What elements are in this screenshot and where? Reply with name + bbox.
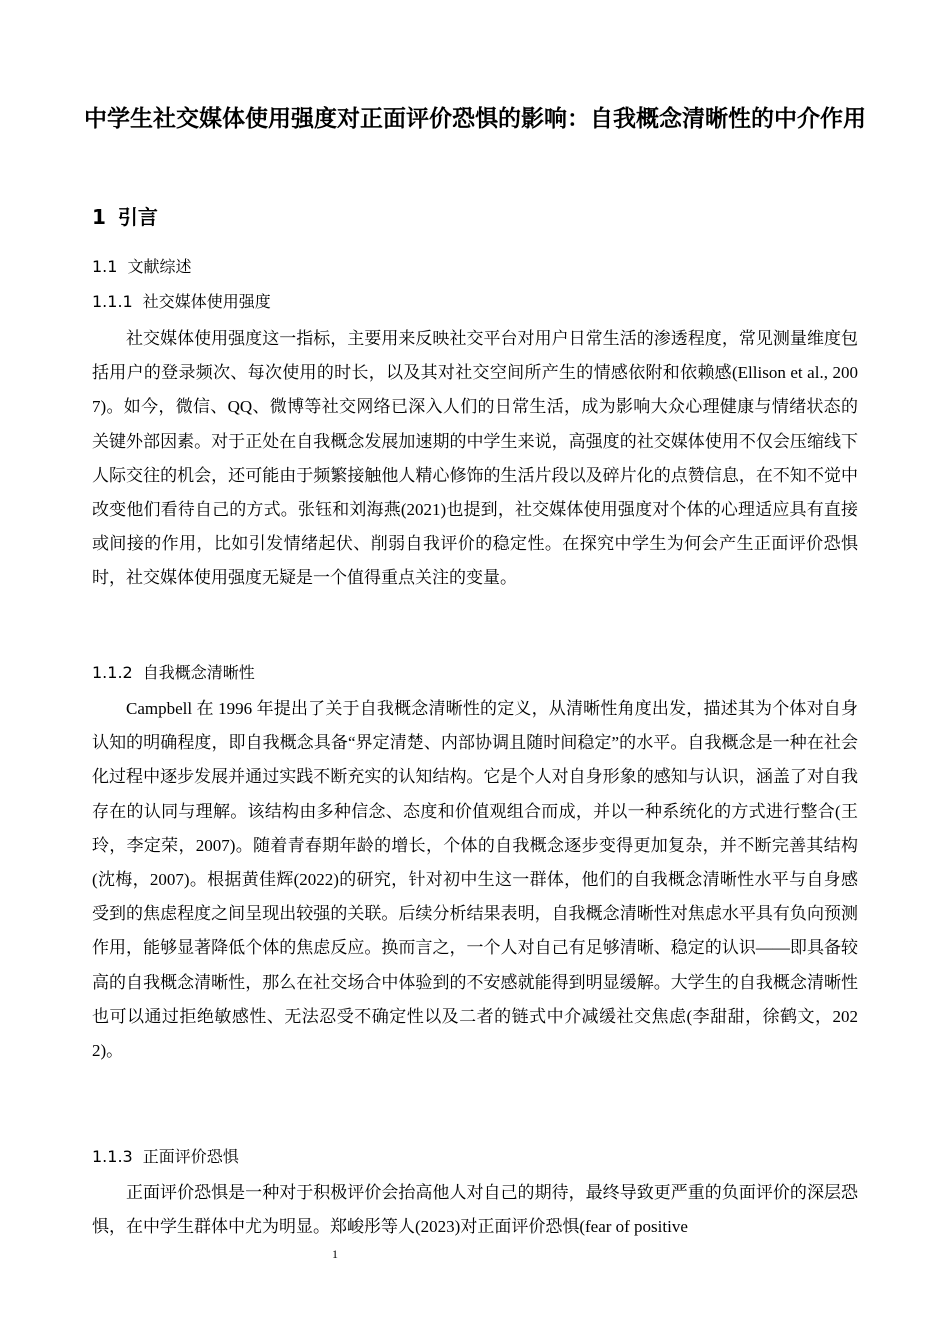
subsection-title: 自我概念清晰性 <box>142 663 255 682</box>
paragraph-social-media-intensity: 社交媒体使用强度这一指标，主要用来反映社交平台对用户日常生活的渗透程度，常见测量维度包括用户的登录频次、每次使用的时长，以及其对社交空间所产生的情感依附和依赖感(Ellison et al., 2007)。如今，微信、QQ、微博等社交网络已深入人们的日常生活，成为影响大众心理健康与情绪状态的关键外部因素。对于正处在自我概念发展加速期的中学生来说，高强度的社交媒体使用不仅会压缩线下人际交往的机会，还可能由于频繁接触他人精心修饰的生活片段以及碎片化的点赞信息，在不知不觉中改变他们看待自己的方式。张钰和刘海燕(2021)也提到，社交媒体使用强度对个体的心理适应具有直接或间接的作用，比如引发情绪起伏、削弱自我评价的稳定性。在探究中学生为何会产生正面评价恐惧时，社交媒体使用强度无疑是一个值得重点关注的变量。 <box>92 329 858 588</box>
subsection-heading-1-1 <box>92 254 191 280</box>
section-title: 引言 <box>117 205 158 229</box>
section-number: 1 <box>92 205 106 229</box>
subsection-number: 1.1.1 <box>92 292 133 311</box>
subsection-title: 文献综述 <box>127 257 192 276</box>
subsection-number: 1.1.3 <box>92 1147 133 1166</box>
subsection-number: 1.1 <box>92 257 118 276</box>
document-title: 中学生社交媒体使用强度对正面评价恐惧的影响：自我概念清晰性的中介作用 <box>84 106 866 132</box>
subsection-title: 社交媒体使用强度 <box>142 292 271 311</box>
subsection-number: 1.1.2 <box>92 663 133 682</box>
subsection-heading-1-1-1 <box>92 289 271 315</box>
subsection-heading-1-1-3 <box>92 1144 239 1170</box>
section-heading-1 <box>92 200 158 234</box>
subsection-title: 正面评价恐惧 <box>142 1147 239 1166</box>
subsection-heading-1-1-2 <box>92 660 255 686</box>
paragraph-fear-of-positive-evaluation: 正面评价恐惧是一种对于积极评价会抬高他人对自己的期待，最终导致更严重的负面评价的深层恐惧，在中学生群体中尤为明显。郑峻彤等人(2023)对正面评价恐惧(fear of positive <box>92 1183 858 1237</box>
page-number: 1 <box>332 1247 338 1261</box>
paragraph-self-concept-clarity: Campbell 在 1996 年提出了关于自我概念清晰性的定义，从清晰性角度出发，描述其为个体对自身认知的明确程度，即自我概念具备“界定清楚、内部协调且随时间稳定”的水平。自我概念是一种在社会化过程中逐步发展并通过实践不断充实的认知结构。它是个人对自身形象的感知与认识，涵盖了对自我存在的认同与理解。该结构由多种信念、态度和价值观组合而成，并以一种系统化的方式进行整合(王玲，李定荣，2007)。随着青春期年龄的增长，个体的自我概念逐步变得更加复杂，并不断完善其结构(沈梅，2007)。根据黄佳辉(2022)的研究，针对初中生这一群体，他们的自我概念清晰性水平与自身感受到的焦虑程度之间呈现出较强的关联。后续分析结果表明，自我概念清晰性对焦虑水平具有负向预测作用，能够显著降低个体的焦虑反应。换而言之，一个人对自己有足够清晰、稳定的认识——即具备较高的自我概念清晰性，那么在社交场合中体验到的不安感就能得到明显缓解。大学生的自我概念清晰性也可以通过拒绝敏感性、无法忍受不确定性以及二者的链式中介减缓社交焦虑(李甜甜，徐鹤文，2022)。 <box>92 699 858 1061</box>
